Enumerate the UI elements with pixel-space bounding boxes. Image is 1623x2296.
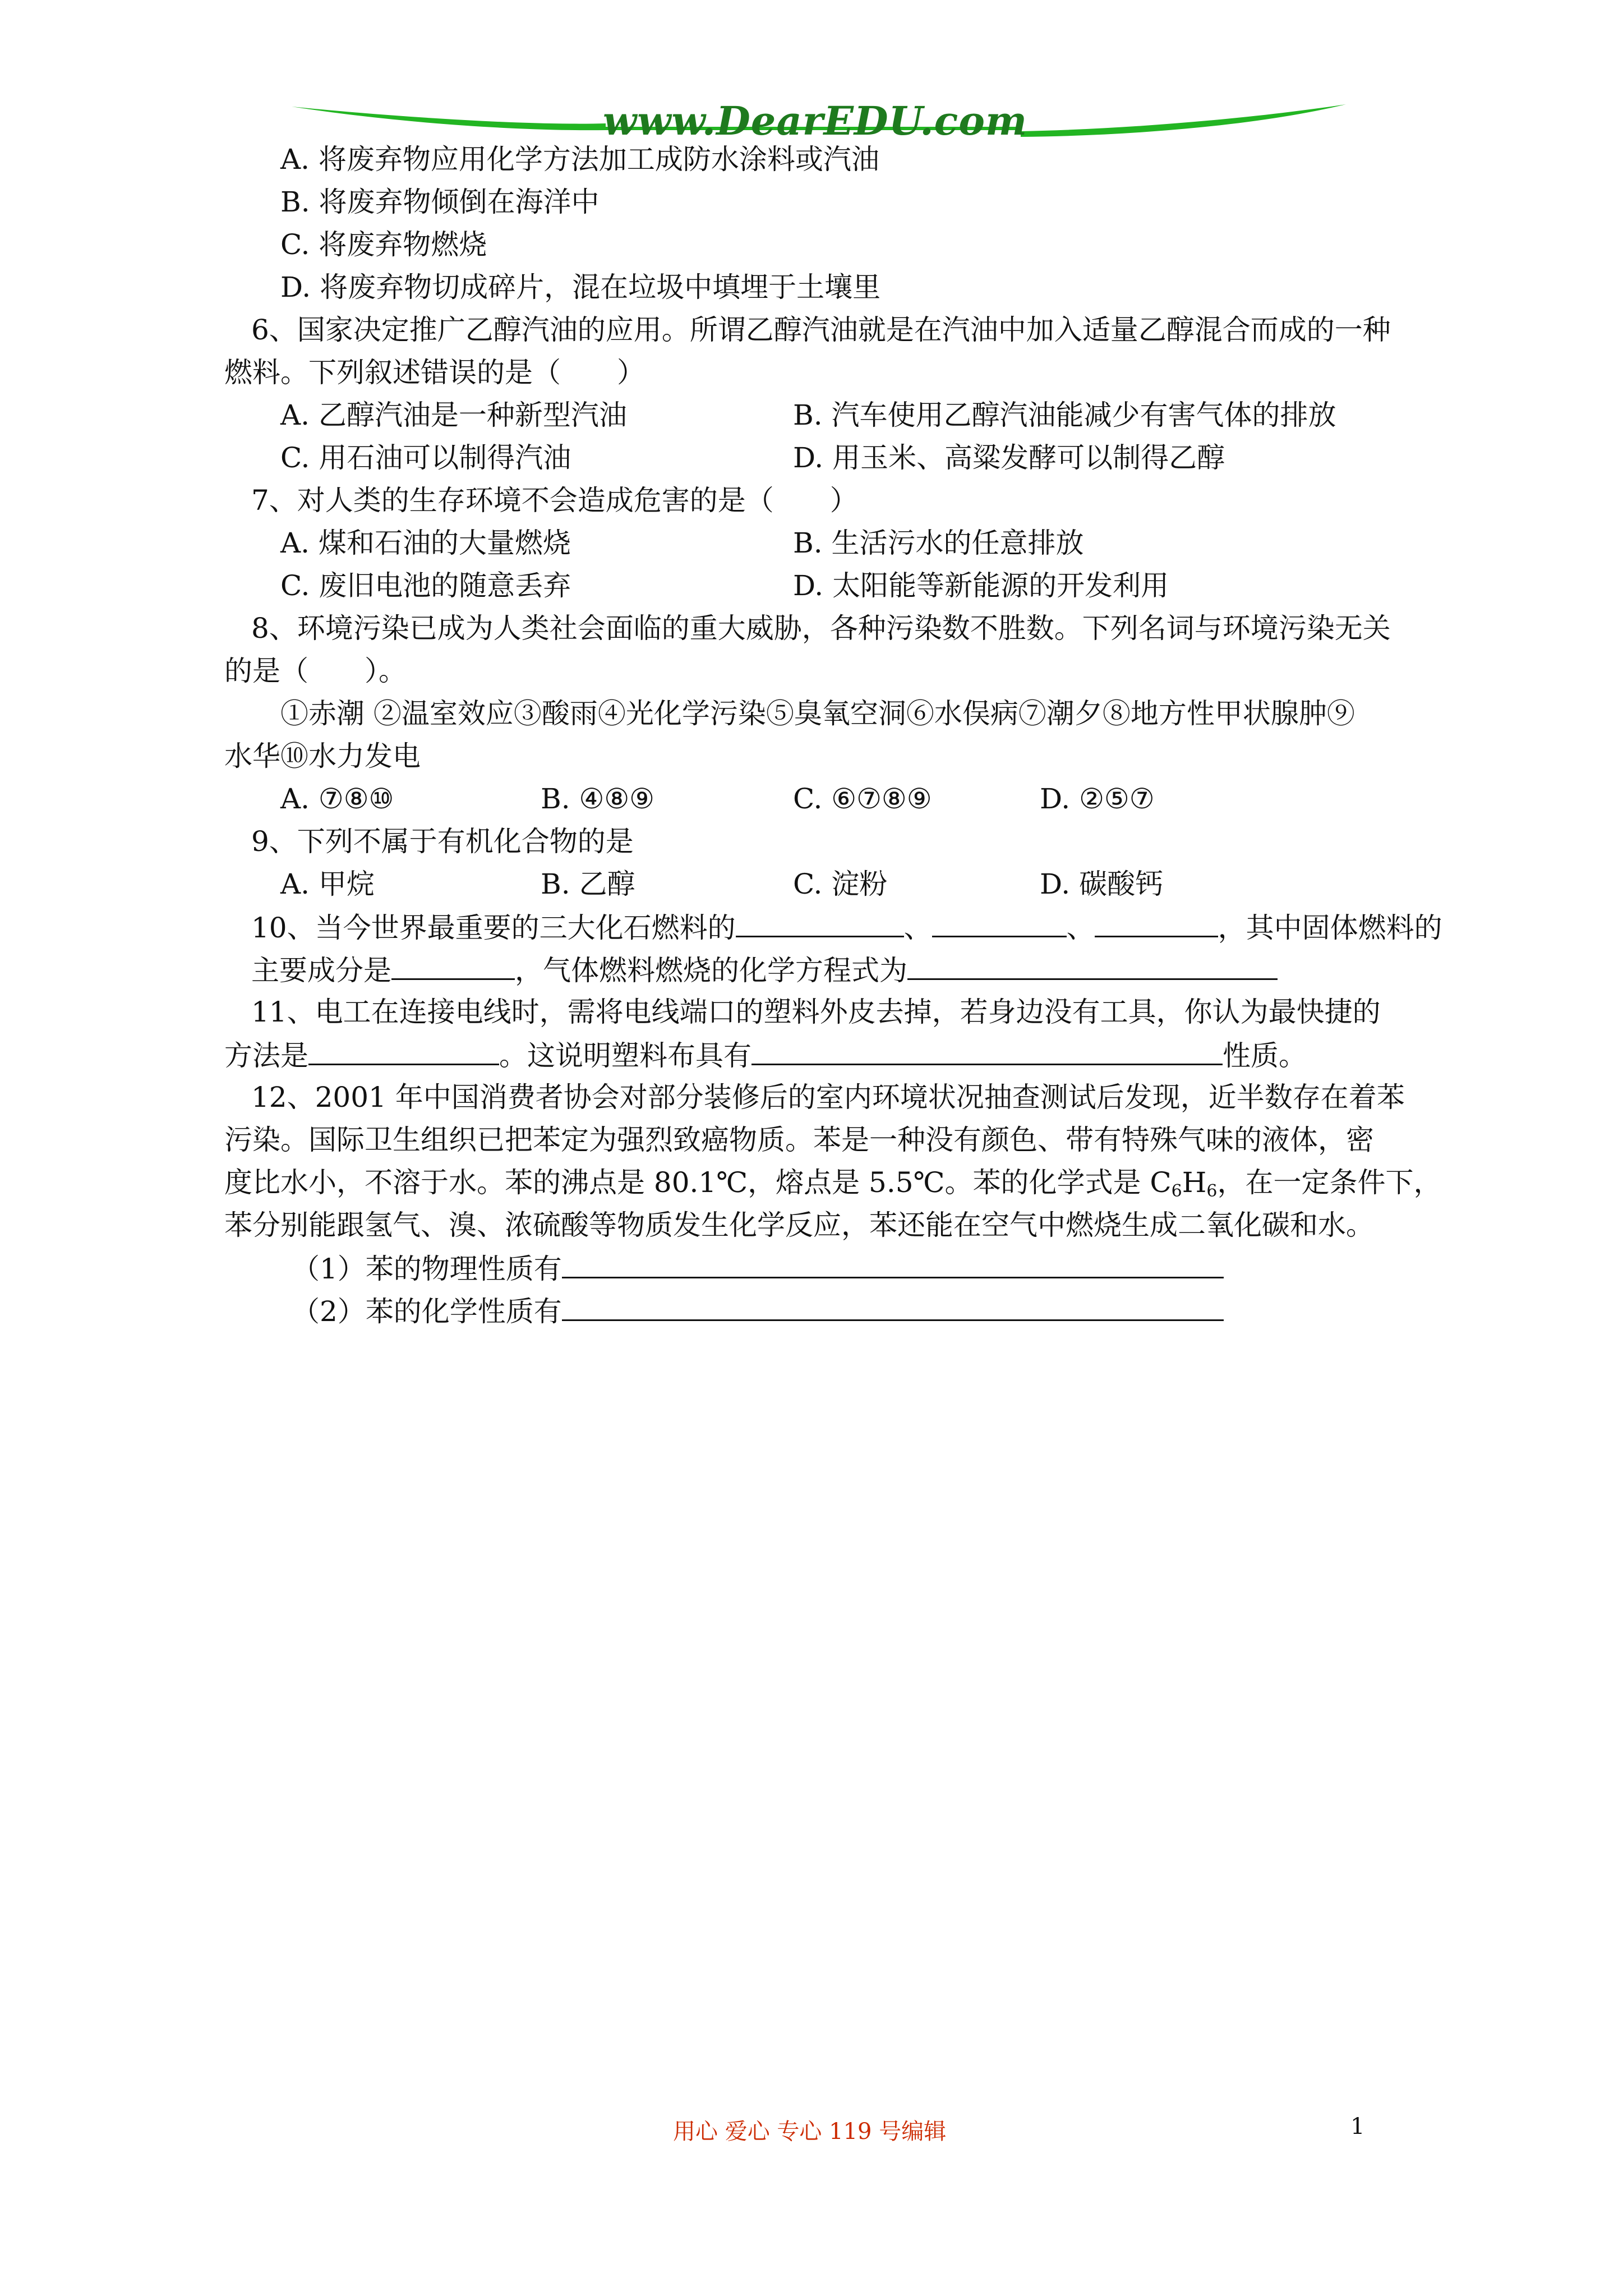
q12-sub-question-1 <box>292 1251 1224 1286</box>
q11-text-3: 性质。 <box>1223 1039 1307 1072</box>
q5-option-b: B. 将废弃物倾倒在海洋中 <box>280 186 600 218</box>
q12-text-3c: ，在一定条件下， <box>1217 1166 1442 1199</box>
q9-option-c: C. 淀粉 <box>793 868 888 900</box>
q10-text-1: 10、当今世界最重要的三大化石燃料的 <box>251 912 736 944</box>
q7-option-a: A. 煤和石油的大量燃烧 <box>280 527 571 559</box>
q10-blank-4[interactable] <box>391 953 515 980</box>
q6-stem-line1: 6、国家决定推广乙醇汽油的应用。所谓乙醇汽油就是在汽油中加入适量乙醇混合而成的一种 <box>251 314 1391 346</box>
q6-option-c: C. 用石油可以制得汽油 <box>280 441 571 474</box>
q8-option-b: B. ④⑧⑨ <box>541 783 655 815</box>
q11-blank-1[interactable] <box>308 1038 499 1065</box>
q12-s1-label: （1）苯的物理性质有 <box>292 1253 562 1285</box>
q6-option-a: A. 乙醇汽油是一种新型汽油 <box>280 399 627 431</box>
q9-option-d: D. 碳酸钙 <box>1040 868 1164 900</box>
q11-blank-2[interactable] <box>751 1038 1223 1065</box>
q10-line2 <box>251 953 1278 987</box>
q10-text-2: ，其中固体燃料的 <box>1218 912 1442 944</box>
q7-stem: 7、对人类的生存环境不会造成危害的是（ ） <box>251 484 858 517</box>
q6-option-d: D. 用玉米、高粱发酵可以制得乙醇 <box>793 441 1225 474</box>
q11-text-1: 方法是 <box>224 1039 308 1072</box>
q9-option-a: A. 甲烷 <box>280 868 375 900</box>
q11-line1: 11、电工在连接电线时，需将电线端口的塑料外皮去掉，若身边没有工具，你认为最快捷的 <box>251 996 1381 1028</box>
q12-sub-question-2 <box>292 1294 1224 1328</box>
q10-text-3: 主要成分是 <box>251 954 391 987</box>
q12-sub-2: 6 <box>1206 1181 1218 1201</box>
footer-text: 用心 爱心 专心 119 号编辑 <box>673 2119 947 2145</box>
page-number: 1 <box>1350 2114 1365 2139</box>
q12-blank-1[interactable] <box>562 1251 1224 1278</box>
q8-items-line1: ①赤潮 ②温室效应③酸雨④光化学污染⑤臭氧空洞⑥水俣病⑦潮夕⑧地方性甲状腺肿⑨ <box>280 697 1355 730</box>
q9-option-b: B. 乙醇 <box>541 868 635 900</box>
q10-blank-1[interactable] <box>736 910 904 937</box>
q11-text-2: 。这说明塑料布具有 <box>499 1039 751 1072</box>
q12-sub-1: 6 <box>1171 1181 1182 1201</box>
q12-line1: 12、2001 年中国消费者协会对部分装修后的室内环境状况抽查测试后发现，近半数存在着苯 <box>251 1081 1405 1114</box>
q10-text-4: ，气体燃料燃烧的化学方程式为 <box>515 954 907 987</box>
q10-blank-2[interactable] <box>932 910 1067 937</box>
q12-text-3a: 度比水小，不溶于水。苯的沸点是 80.1℃，熔点是 5.5℃。苯的化学式是 C <box>224 1166 1172 1199</box>
q7-option-b: B. 生活污水的任意排放 <box>793 527 1084 559</box>
q10-blank-5[interactable] <box>907 953 1278 980</box>
q6-option-b: B. 汽车使用乙醇汽油能减少有害气体的排放 <box>793 399 1336 431</box>
header-banner <box>292 94 1346 150</box>
q8-items-line2: 水华⑩水力发电 <box>224 740 421 772</box>
q5-option-d: D. 将废弃物切成碎片，混在垃圾中填埋于土壤里 <box>280 271 881 303</box>
q12-s2-label: （2）苯的化学性质有 <box>292 1295 562 1328</box>
q8-stem-line1: 8、环境污染已成为人类社会面临的重大威胁，各种污染数不胜数。下列名词与环境污染无关 <box>251 612 1391 645</box>
q8-option-a: A. ⑦⑧⑩ <box>280 783 394 815</box>
q10-sep-2: 、 <box>1066 912 1095 944</box>
q10-sep-1: 、 <box>903 912 932 944</box>
q12-blank-2[interactable] <box>562 1294 1224 1321</box>
q8-stem-line2: 的是（ ）。 <box>224 655 407 687</box>
q5-option-c: C. 将废弃物燃烧 <box>280 228 487 261</box>
q6-stem-line2: 燃料。下列叙述错误的是（ ） <box>224 356 645 389</box>
q12-line4: 苯分别能跟氢气、溴、浓硫酸等物质发生化学反应，苯还能在空气中燃烧生成二氧化碳和水。 <box>224 1209 1374 1241</box>
q10-blank-3[interactable] <box>1095 910 1218 937</box>
q5-option-a: A. 将废弃物应用化学方法加工成防水涂料或汽油 <box>280 143 879 176</box>
q12-line2: 污染。国际卫生组织已把苯定为强烈致癌物质。苯是一种没有颜色、带有特殊气味的液体，密 <box>224 1124 1374 1156</box>
q7-option-d: D. 太阳能等新能源的开发利用 <box>793 569 1169 602</box>
q8-option-d: D. ②⑤⑦ <box>1040 783 1155 815</box>
site-logo-text: www.DearEDU.com <box>603 98 1028 144</box>
q12-line3 <box>224 1166 1441 1208</box>
q8-option-c: C. ⑥⑦⑧⑨ <box>793 783 932 815</box>
q10-line1 <box>251 910 1442 945</box>
q9-stem: 9、下列不属于有机化合物的是 <box>251 825 634 858</box>
q11-line2 <box>224 1038 1307 1073</box>
q7-option-c: C. 废旧电池的随意丢弃 <box>280 569 571 602</box>
q12-text-3b: H <box>1182 1166 1207 1199</box>
